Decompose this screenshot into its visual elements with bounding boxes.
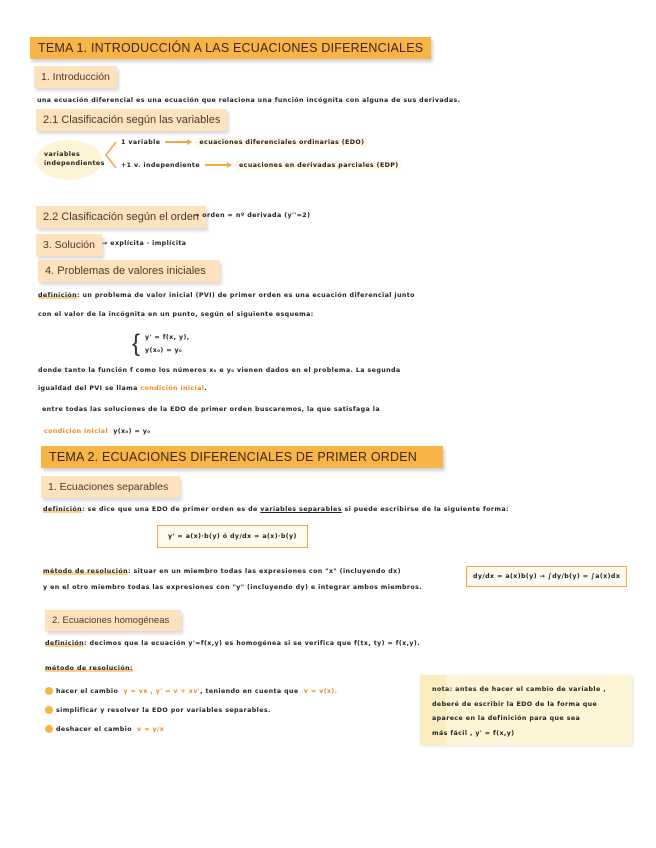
sep-method-formula-box: dy/dx = a(x)b(y) → ∫dy/b(y) = ∫a(x)dx [466,566,627,587]
pvi-text-3: entre todas las soluciones de la EDO de primer orden buscaremos, la que satisfaga la [42,406,380,413]
clasif-orden-heading: 2.2 Clasificación según el orden [36,206,206,228]
arrow-icon [165,141,191,143]
pvi-text-1: donde tanto la función f como los números x₀ e y₀ vienen dados en el problema. La segunda [38,367,401,374]
tema1-title: TEMA 1. INTRODUCCIÓN A LAS ECUACIONES DIFERENCIALES [30,37,431,59]
pvi-text-2: igualdad del PVI se llama condición inicial. [38,385,208,392]
sep-method-line2: y en el otro miembro todas las expresiones con "y" (incluyendo dy) e integrar ambos miembros. [43,584,423,591]
solucion-heading: 3. Solución [36,234,102,256]
sep-method-line1: método de resolución: situar en un miembro todas las expresiones con "x" (incluyendo dx) [43,568,401,575]
hom-method-label: método de resolución: [45,665,133,672]
clasif-vars-heading: 2.1 Clasificación según las variables [36,109,227,131]
note-box [420,675,632,745]
intro-text: una ecuación diferencial es una ecuación que relaciona una función incógnita con alguna de sus derivadas. [37,97,461,104]
pvi-heading: 4. Problemas de valores iniciales [38,260,220,282]
brace-icon: { [132,330,141,357]
diagram-center: variables independientes [44,151,105,167]
pvi-def-line2: con el valor de la incógnita en un punto, según el siguiente esquema: [38,311,314,318]
pvi-text-4: condición inicial y(x₀) = y₀ [44,428,151,435]
bracket-icon [104,140,118,170]
pvi-def-line1: definición: un problema de valor inicial (PVI) de primer orden es una ecuación diferencial junto [38,292,415,299]
hom-step-3: deshacer el cambio v = y/x [45,725,164,733]
sep-def: definición: se dice que una EDO de primer orden es de variables separables si puede escribirse de la siguiente forma: [43,506,509,513]
step-number-icon [45,706,53,714]
clasif-orden-note: → orden = nº derivada (y''=2) [194,212,311,219]
diagram-branch-2: +1 v. independiente ecuaciones en derivadas parciales (EDP) [121,162,402,169]
hom-def: definición: decimos que la ecuación y'=f(x,y) es homogénea si se verifica que f(tx, ty) = f(x,y). [45,640,420,647]
hom-step-2: simplificar y resolver la EDO por variables separables. [45,706,271,714]
system-line-1: y' = f(x, y), [145,334,190,341]
hom-heading: 2. Ecuaciones homogéneas [45,610,181,631]
tema2-title: TEMA 2. ECUACIONES DIFERENCIALES DE PRIMER ORDEN [41,446,443,468]
intro-heading: 1. Introducción [34,66,117,88]
solucion-note: → explícita · implícita [102,240,187,247]
sep-formula-box: y' = a(x)·b(y) ó dy/dx = a(x)·b(y) [157,525,308,548]
step-number-icon [45,687,53,695]
step-number-icon [45,725,53,733]
diagram-branch-1: 1 variable ecuaciones diferenciales ordinarias (EDO) [121,139,367,146]
note-text: nota: antes de hacer el cambio de variable , deberé de escribir la EDO de la forma que aparece en la definición para que sea más fácil , y' = f(x,y) [432,686,607,737]
hom-step-1: hacer el cambio y = vx , y' = v + xv', teniendo en cuenta que v = v(x). [45,687,337,695]
system-line-2: y(x₀) = y₀ [145,347,183,354]
sep-heading: 1. Ecuaciones separables [41,476,180,498]
arrow-icon [205,164,231,166]
